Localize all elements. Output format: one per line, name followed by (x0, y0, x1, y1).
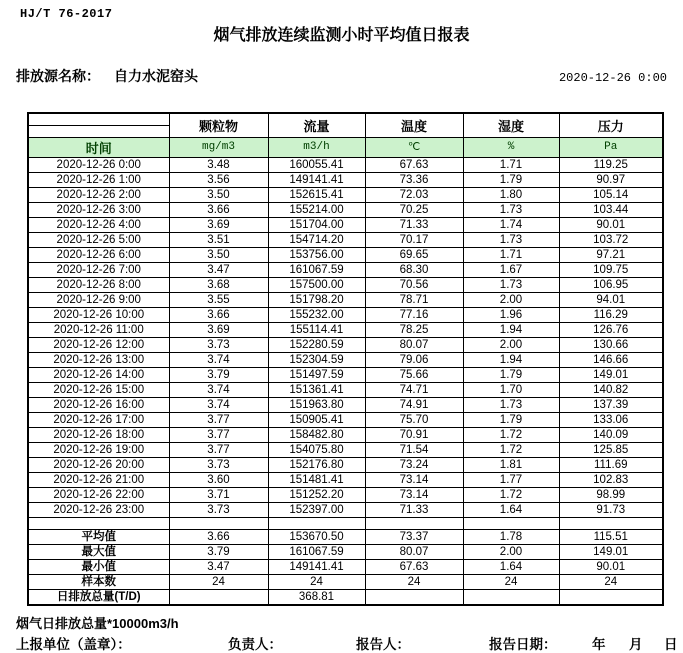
cell-flow: 155114.41 (268, 322, 365, 337)
table-row (28, 427, 663, 442)
cell-flow: 151963.80 (268, 397, 365, 412)
cell-temperature: 73.36 (365, 172, 463, 187)
column-header-particulate: 颗粒物 (169, 113, 268, 137)
cell-humidity: 1.79 (463, 412, 559, 427)
row-time: 2020-12-26 22:00 (28, 487, 169, 502)
cell-temperature: 70.91 (365, 427, 463, 442)
row-time: 2020-12-26 17:00 (28, 412, 169, 427)
cell-humidity: 1.64 (463, 502, 559, 517)
unit-humidity: % (463, 137, 559, 157)
cell-flow: 155214.00 (268, 202, 365, 217)
cell-flow: 149141.41 (268, 172, 365, 187)
row-time: 2020-12-26 6:00 (28, 247, 169, 262)
cell-pressure: 146.66 (559, 352, 663, 367)
summary-pressure (559, 589, 663, 605)
summary-humidity: 24 (463, 574, 559, 589)
emission-source (16, 66, 198, 86)
summary-label: 最小值 (28, 559, 169, 574)
cell-pressure: 130.66 (559, 337, 663, 352)
cell-particulate: 3.77 (169, 427, 268, 442)
cell-particulate: 3.74 (169, 382, 268, 397)
cell-flow: 158482.80 (268, 427, 365, 442)
summary-flow: 24 (268, 574, 365, 589)
table-row (28, 292, 663, 307)
report-date-label: 报告日期： (489, 637, 557, 652)
cell-particulate: 3.77 (169, 442, 268, 457)
summary-particulate: 3.47 (169, 559, 268, 574)
table-row (28, 247, 663, 262)
row-time: 2020-12-26 19:00 (28, 442, 169, 457)
table-row (28, 487, 663, 502)
cell-temperature: 75.66 (365, 367, 463, 382)
cell-humidity: 1.79 (463, 172, 559, 187)
row-time: 2020-12-26 18:00 (28, 427, 169, 442)
table-row (28, 412, 663, 427)
cell-humidity: 2.00 (463, 292, 559, 307)
table-row (28, 307, 663, 322)
cell-humidity: 1.94 (463, 322, 559, 337)
info-row (16, 66, 667, 86)
cell-temperature: 70.25 (365, 202, 463, 217)
table-row (28, 217, 663, 232)
cell-particulate: 3.48 (169, 157, 268, 172)
cell-flow: 152280.59 (268, 337, 365, 352)
cell-particulate: 3.50 (169, 187, 268, 202)
cell-temperature: 73.24 (365, 457, 463, 472)
cell-pressure: 103.44 (559, 202, 663, 217)
time-header: 时间 (28, 137, 169, 157)
cell-humidity: 1.73 (463, 397, 559, 412)
cell-temperature: 79.06 (365, 352, 463, 367)
cell-pressure: 140.82 (559, 382, 663, 397)
cell-temperature: 72.03 (365, 187, 463, 202)
cell-temperature: 70.17 (365, 232, 463, 247)
summary-temperature: 24 (365, 574, 463, 589)
cell-particulate: 3.47 (169, 262, 268, 277)
cell-pressure: 116.29 (559, 307, 663, 322)
cell-flow: 160055.41 (268, 157, 365, 172)
unit-flow: m3/h (268, 137, 365, 157)
cell-temperature: 73.14 (365, 487, 463, 502)
cell-pressure: 91.73 (559, 502, 663, 517)
cell-humidity: 1.73 (463, 202, 559, 217)
cell-particulate: 3.50 (169, 247, 268, 262)
cell-particulate: 3.73 (169, 502, 268, 517)
cell-humidity: 1.81 (463, 457, 559, 472)
summary-particulate: 24 (169, 574, 268, 589)
summary-particulate (169, 589, 268, 605)
cell-flow: 151481.41 (268, 472, 365, 487)
year-label: 年 (592, 637, 606, 652)
cell-humidity: 1.70 (463, 382, 559, 397)
cell-pressure: 90.01 (559, 217, 663, 232)
cell-pressure: 133.06 (559, 412, 663, 427)
cell-pressure: 105.14 (559, 187, 663, 202)
summary-humidity (463, 589, 559, 605)
cell-particulate: 3.60 (169, 472, 268, 487)
row-time: 2020-12-26 20:00 (28, 457, 169, 472)
cell-humidity: 1.96 (463, 307, 559, 322)
cell-flow: 152176.80 (268, 457, 365, 472)
row-time: 2020-12-26 23:00 (28, 502, 169, 517)
cell-flow: 154075.80 (268, 442, 365, 457)
summary-temperature: 73.37 (365, 529, 463, 544)
cell-humidity: 1.73 (463, 232, 559, 247)
cell-particulate: 3.73 (169, 337, 268, 352)
cell-particulate: 3.79 (169, 367, 268, 382)
cell-flow: 151252.20 (268, 487, 365, 502)
row-time: 2020-12-26 21:00 (28, 472, 169, 487)
cell-flow: 151798.20 (268, 292, 365, 307)
column-header-humidity: 湿度 (463, 113, 559, 137)
table-row (28, 457, 663, 472)
month-label: 月 (629, 637, 643, 652)
cell-temperature: 75.70 (365, 412, 463, 427)
cell-humidity: 1.79 (463, 367, 559, 382)
cell-particulate: 3.66 (169, 202, 268, 217)
cell-humidity: 1.80 (463, 187, 559, 202)
report-title: 烟气排放连续监测小时平均值日报表 (213, 27, 470, 44)
row-time: 2020-12-26 7:00 (28, 262, 169, 277)
summary-flow: 153670.50 (268, 529, 365, 544)
summary-particulate: 3.66 (169, 529, 268, 544)
summary-row (28, 589, 663, 605)
cell-pressure: 90.97 (559, 172, 663, 187)
summary-humidity: 2.00 (463, 544, 559, 559)
row-time: 2020-12-26 16:00 (28, 397, 169, 412)
row-time: 2020-12-26 1:00 (28, 172, 169, 187)
cell-pressure: 119.25 (559, 157, 663, 172)
time-header-blank-top (28, 113, 169, 125)
cell-flow: 150905.41 (268, 412, 365, 427)
time-header-blank-bottom (28, 125, 169, 137)
table-row (28, 472, 663, 487)
summary-flow: 149141.41 (268, 559, 365, 574)
summary-label: 样本数 (28, 574, 169, 589)
row-time: 2020-12-26 3:00 (28, 202, 169, 217)
cell-temperature: 68.30 (365, 262, 463, 277)
cell-humidity: 1.72 (463, 442, 559, 457)
summary-pressure: 90.01 (559, 559, 663, 574)
cell-pressure: 97.21 (559, 247, 663, 262)
summary-row (28, 529, 663, 544)
cell-flow: 151497.59 (268, 367, 365, 382)
table-row (28, 172, 663, 187)
row-time: 2020-12-26 11:00 (28, 322, 169, 337)
table-row (28, 157, 663, 172)
cell-pressure: 126.76 (559, 322, 663, 337)
table-row (28, 397, 663, 412)
total-emission-note: 烟气日排放总量*10000m3/h (16, 616, 179, 631)
cell-pressure: 149.01 (559, 367, 663, 382)
report-datetime: 2020-12-26 0:00 (558, 71, 667, 85)
row-time: 2020-12-26 9:00 (28, 292, 169, 307)
cell-particulate: 3.77 (169, 412, 268, 427)
cell-temperature: 77.16 (365, 307, 463, 322)
day-label: 日 (664, 637, 678, 652)
row-time: 2020-12-26 8:00 (28, 277, 169, 292)
cell-pressure: 106.95 (559, 277, 663, 292)
cell-particulate: 3.74 (169, 352, 268, 367)
row-time: 2020-12-26 4:00 (28, 217, 169, 232)
cell-pressure: 103.72 (559, 232, 663, 247)
cell-temperature: 73.14 (365, 472, 463, 487)
unit-pressure: Pa (559, 137, 663, 157)
summary-temperature: 80.07 (365, 544, 463, 559)
summary-particulate: 3.79 (169, 544, 268, 559)
unit-temperature: ℃ (365, 137, 463, 157)
summary-humidity: 1.64 (463, 559, 559, 574)
summary-row (28, 559, 663, 574)
unit-particulate: mg/m3 (169, 137, 268, 157)
cell-particulate: 3.69 (169, 322, 268, 337)
summary-pressure: 115.51 (559, 529, 663, 544)
row-time: 2020-12-26 2:00 (28, 187, 169, 202)
table-row (28, 277, 663, 292)
cell-pressure: 109.75 (559, 262, 663, 277)
cell-humidity: 1.72 (463, 487, 559, 502)
summary-pressure: 24 (559, 574, 663, 589)
cell-temperature: 70.56 (365, 277, 463, 292)
cell-flow: 152304.59 (268, 352, 365, 367)
table-row (28, 382, 663, 397)
cell-pressure: 102.83 (559, 472, 663, 487)
table-row (28, 232, 663, 247)
summary-flow: 161067.59 (268, 544, 365, 559)
hourly-rows (28, 157, 663, 517)
cell-flow: 157500.00 (268, 277, 365, 292)
header-row-top (28, 113, 663, 125)
source-name: 自力水泥窑头 (114, 68, 198, 84)
cell-particulate: 3.55 (169, 292, 268, 307)
summary-label: 最大值 (28, 544, 169, 559)
cell-temperature: 69.65 (365, 247, 463, 262)
summary-label: 平均值 (28, 529, 169, 544)
summary-row (28, 544, 663, 559)
summary-temperature (365, 589, 463, 605)
cell-flow: 151704.00 (268, 217, 365, 232)
row-time: 2020-12-26 10:00 (28, 307, 169, 322)
table-row (28, 367, 663, 382)
table-row (28, 262, 663, 277)
responsible-person-label: 负责人： (228, 637, 282, 652)
cell-particulate: 3.56 (169, 172, 268, 187)
cell-flow: 154714.20 (268, 232, 365, 247)
cell-pressure: 137.39 (559, 397, 663, 412)
cell-flow: 161067.59 (268, 262, 365, 277)
cell-pressure: 111.69 (559, 457, 663, 472)
cell-humidity: 1.71 (463, 247, 559, 262)
cell-pressure: 125.85 (559, 442, 663, 457)
summary-temperature: 67.63 (365, 559, 463, 574)
standard-number: HJ/T 76-2017 (20, 7, 113, 21)
row-time: 2020-12-26 0:00 (28, 157, 169, 172)
cell-particulate: 3.68 (169, 277, 268, 292)
column-header-temperature: 温度 (365, 113, 463, 137)
summary-rows (28, 529, 663, 605)
table-row (28, 442, 663, 457)
cell-particulate: 3.73 (169, 457, 268, 472)
table-row (28, 502, 663, 517)
summary-flow: 368.81 (268, 589, 365, 605)
summary-label: 日排放总量(T/D) (28, 589, 169, 605)
cell-temperature: 78.71 (365, 292, 463, 307)
data-table (27, 112, 664, 606)
cell-flow: 153756.00 (268, 247, 365, 262)
cell-flow: 152615.41 (268, 187, 365, 202)
signature-row (0, 633, 683, 653)
unit-row (28, 137, 663, 157)
cell-temperature: 80.07 (365, 337, 463, 352)
table-row (28, 322, 663, 337)
summary-row (28, 574, 663, 589)
cell-particulate: 3.74 (169, 397, 268, 412)
cell-temperature: 67.63 (365, 157, 463, 172)
row-time: 2020-12-26 15:00 (28, 382, 169, 397)
table-row (28, 202, 663, 217)
row-time: 2020-12-26 5:00 (28, 232, 169, 247)
summary-humidity: 1.78 (463, 529, 559, 544)
cell-temperature: 74.91 (365, 397, 463, 412)
cell-temperature: 71.33 (365, 502, 463, 517)
cell-humidity: 1.67 (463, 262, 559, 277)
column-header-flow: 流量 (268, 113, 365, 137)
cell-humidity: 1.71 (463, 157, 559, 172)
cell-humidity: 1.77 (463, 472, 559, 487)
cell-pressure: 94.01 (559, 292, 663, 307)
cell-flow: 155232.00 (268, 307, 365, 322)
cell-pressure: 98.99 (559, 487, 663, 502)
table-row (28, 187, 663, 202)
cell-pressure: 140.09 (559, 427, 663, 442)
cell-particulate: 3.71 (169, 487, 268, 502)
cell-particulate: 3.69 (169, 217, 268, 232)
cell-particulate: 3.66 (169, 307, 268, 322)
cell-flow: 152397.00 (268, 502, 365, 517)
cell-humidity: 1.74 (463, 217, 559, 232)
cell-temperature: 71.54 (365, 442, 463, 457)
table-row (28, 352, 663, 367)
table-row (28, 337, 663, 352)
cell-temperature: 71.33 (365, 217, 463, 232)
report-unit-label: 上报单位（盖章）： (16, 637, 131, 652)
row-time: 2020-12-26 12:00 (28, 337, 169, 352)
summary-pressure: 149.01 (559, 544, 663, 559)
source-label: 排放源名称： (16, 68, 100, 84)
cell-humidity: 1.94 (463, 352, 559, 367)
cell-humidity: 1.72 (463, 427, 559, 442)
cell-flow: 151361.41 (268, 382, 365, 397)
row-time: 2020-12-26 14:00 (28, 367, 169, 382)
cell-humidity: 1.73 (463, 277, 559, 292)
cell-particulate: 3.51 (169, 232, 268, 247)
reporter-label: 报告人： (356, 637, 410, 652)
column-header-pressure: 压力 (559, 113, 663, 137)
cell-temperature: 78.25 (365, 322, 463, 337)
spacer-row (28, 517, 663, 529)
cell-humidity: 2.00 (463, 337, 559, 352)
row-time: 2020-12-26 13:00 (28, 352, 169, 367)
cell-temperature: 74.71 (365, 382, 463, 397)
